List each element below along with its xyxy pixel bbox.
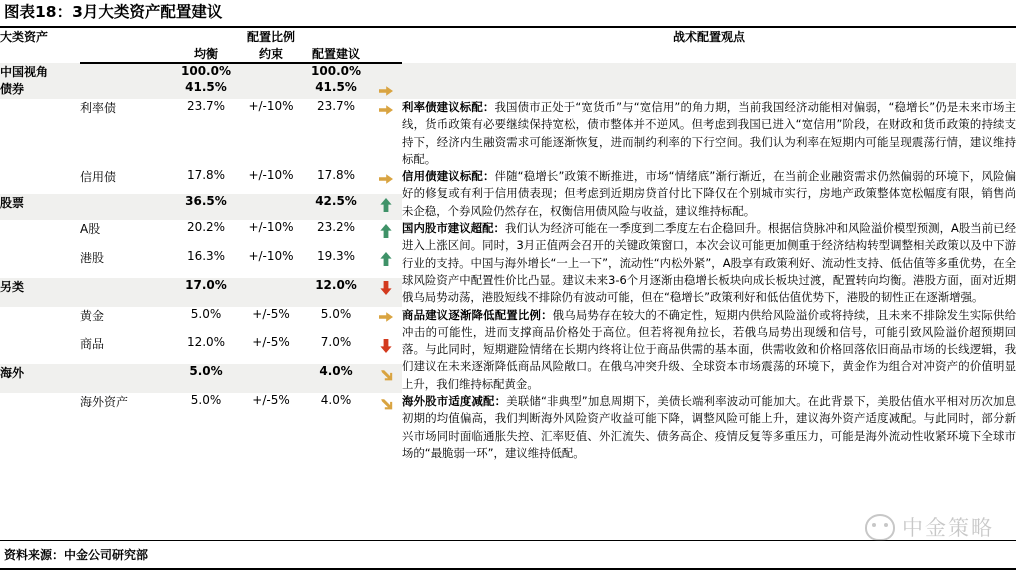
sub-asset-name: A股 — [80, 222, 101, 237]
header-spacer2 — [80, 45, 172, 63]
direction-arrow-cell — [370, 249, 402, 278]
recommended-value: 7.0% — [320, 335, 352, 350]
sub-asset-name: 港股 — [80, 250, 105, 265]
page-title: 图表18：3月大类资产配置建议 — [4, 3, 223, 21]
sub-asset-blank — [80, 63, 172, 80]
arrow-up-icon — [378, 223, 394, 239]
source-note: 资料来源：中金公司研究部 — [4, 548, 149, 562]
tactical-view-text: 利率债建议标配：我国债市正处于“宽货币”与“宽信用”的角力期，当前我国经济动能相对偏弱，“稳增长”仍是未来市场主线，货币政策有必要继续保持宽松，债市整体并不逆风。但考虑到我国已进入“宽信用”阶段，在财政和货币政策的持续支持下，经济内生融资需求可能逐渐恢复，进而制约利率的下行空间。我们认为利率在短期内可能呈现震荡行情，建议维持标配。 — [402, 100, 1016, 166]
recommended-value: 5.0% — [320, 306, 352, 321]
sub-asset-name: 黄金 — [80, 308, 105, 323]
recommended-value: 41.5% — [315, 80, 357, 94]
balanced-value: 17.8% — [186, 168, 226, 183]
constraint-value: +/-5% — [252, 393, 290, 408]
header-spacer3 — [370, 45, 402, 63]
figure-footer — [0, 540, 1016, 570]
direction-arrow-cell — [370, 168, 402, 194]
asset-class-name: 海外 — [0, 366, 25, 381]
header-tactical-view: 战术配置观点 — [673, 30, 746, 44]
constraint-value — [240, 194, 302, 220]
asset-class-blank — [0, 99, 80, 168]
arrow-right-icon — [378, 83, 394, 99]
arrow-down-right-icon — [378, 396, 394, 412]
direction-arrow-cell — [370, 99, 402, 168]
constraint-value: +/-10% — [248, 99, 294, 113]
sub-asset-name: 信用债 — [80, 170, 117, 185]
balanced-value: 16.3% — [186, 248, 226, 263]
asset-class-name: 股票 — [0, 196, 25, 211]
header-allocation-ratio: 配置比例 — [247, 30, 296, 44]
balanced-value: 5.0% — [189, 364, 223, 379]
recommended-value: 12.0% — [315, 277, 357, 292]
recommended-value: 19.3% — [316, 248, 356, 263]
recommended-value: 42.5% — [315, 194, 357, 209]
asset-class-blank — [0, 335, 80, 364]
arrow-right-icon — [378, 309, 394, 325]
arrow-down-right-icon — [378, 367, 394, 383]
arrow-right-icon — [378, 171, 394, 187]
asset-class-blank — [0, 307, 80, 336]
arrow-down-icon — [378, 338, 394, 354]
header-asset-class: 大类资产 — [0, 30, 49, 44]
constraint-value — [240, 364, 302, 393]
direction-arrow-cell — [370, 393, 402, 462]
tactical-view-text: 海外股市适度减配：美联储“非典型”加息周期下，美债长端利率波动可能加大。在此背景下，美股估值水平相对历次加息初期的均值偏高，我们判断海外风险资产收益可能下降，调整风险可能上升，建议海外资产适度减配。与此同时，部分新兴市场同时面临通胀失控、汇率贬值、外汇流失、债务高企、疫情反复等多重压力，可能是海外流动性收紧环境下全球市场的“最脆弱一环”，建议维持低配。 — [402, 394, 1016, 460]
table-row — [0, 220, 1016, 249]
tactical-view-empty — [402, 63, 1016, 80]
sub-asset-blank — [80, 278, 172, 307]
header-recommend: 配置建议 — [302, 45, 370, 63]
header-constraint: 约束 — [240, 45, 302, 63]
constraint-value: +/-5% — [252, 306, 290, 321]
watermark — [865, 512, 994, 542]
table-row — [0, 393, 1016, 462]
balanced-value: 23.7% — [186, 99, 226, 113]
header-spacer — [80, 28, 172, 45]
asset-class-name: 中国视角 — [0, 65, 49, 79]
balanced-value: 5.0% — [190, 393, 222, 408]
constraint-value: +/-5% — [252, 335, 290, 350]
recommended-value: 4.0% — [319, 364, 353, 379]
constraint-value: +/-10% — [248, 168, 294, 183]
table-row — [0, 99, 1016, 168]
watermark-label: 中金策略 — [902, 516, 994, 540]
table-row — [0, 168, 1016, 194]
table-header — [0, 28, 1016, 63]
recommended-value: 100.0% — [311, 64, 361, 78]
tactical-view-text: 信用债建议标配：伴随“稳增长”政策不断推进，市场“情绪底”渐行渐近，在当前企业融资需求仍然偏弱的环境下，风险偏好的修复或有利于信用债表现；但考虑到近期房贷首付比下降仅在个别城市实行，房地产政策整体宽松幅度有限，销售尚未企稳，个券风险仍然存在，权衡信用债风险与收益，建议维持标配。 — [402, 169, 1016, 218]
table-body — [0, 63, 1016, 462]
balanced-value: 41.5% — [185, 80, 227, 94]
balanced-value: 100.0% — [181, 64, 231, 78]
table-row — [0, 80, 1016, 99]
balanced-value: 36.5% — [185, 194, 227, 209]
sub-asset-blank — [80, 194, 172, 220]
asset-class-blank — [0, 220, 80, 249]
asset-class-blank — [0, 168, 80, 194]
asset-class-name: 另类 — [0, 279, 25, 294]
direction-arrow-cell — [370, 220, 402, 249]
constraint-value — [240, 63, 302, 80]
header-group-row — [0, 28, 1016, 45]
arrow-up-icon — [378, 197, 394, 213]
header-spacer-arrow — [370, 28, 402, 45]
balanced-value: 12.0% — [186, 335, 226, 350]
direction-arrow-cell — [370, 335, 402, 364]
table-row — [0, 307, 1016, 336]
tactical-view-text: 国内股市建议超配：我们认为经济可能在一季度到二季度左右企稳回升。根据信贷脉冲和风险溢价模型预测，A股当前已经进入上涨区间。同时，3月正值两会召开的关键政策窗口，本次会议可能更加侧重于经济结构转型调整相关政策以及中下游行业的支持。中国与海外增长“一上一下”，流动性“内松外紧”，A股享有政策利好、流动性支持、低估值等多重优势，在全球风险资产中配置性价比凸显。建议未来3-6个月逐渐由稳增长板块向成长板块过渡，配置转向均衡。港股方面，面对近期俄乌局势动荡，港股短线不排除仍有波动可能，但在“稳增长”政策利好和低估值优势下，港股的韧性正在逐渐增强。 — [402, 221, 1016, 305]
balanced-value: 5.0% — [190, 306, 222, 321]
arrow-right-icon — [378, 102, 394, 118]
asset-class-name: 债券 — [0, 82, 25, 96]
direction-arrow-cell — [370, 63, 402, 80]
sub-asset-name: 利率债 — [80, 101, 117, 115]
recommended-value: 23.2% — [316, 220, 356, 235]
asset-class-blank — [0, 249, 80, 278]
sub-asset-name: 海外资产 — [80, 395, 129, 410]
recommended-value: 23.7% — [316, 99, 356, 113]
direction-arrow-cell — [370, 194, 402, 220]
constraint-value: +/-10% — [248, 248, 294, 263]
balanced-value: 20.2% — [186, 220, 226, 235]
arrow-up-icon — [378, 251, 394, 267]
direction-arrow-cell — [370, 278, 402, 307]
asset-class-blank — [0, 393, 80, 462]
direction-arrow-cell — [370, 80, 402, 99]
sub-asset-blank — [80, 80, 172, 99]
sub-asset-name: 商品 — [80, 337, 105, 352]
balanced-value: 17.0% — [185, 277, 227, 292]
direction-arrow-cell — [370, 307, 402, 336]
direction-arrow-cell — [370, 364, 402, 393]
tactical-view-empty — [402, 80, 1016, 99]
recommended-value: 4.0% — [320, 393, 352, 408]
tactical-view-text: 商品建议逐渐降低配置比例：俄乌局势存在较大的不确定性，短期内供给风险溢价或将持续，且未来不排除发生实际供给冲击的可能性，进而支撑商品价格处于高位。但若将视角拉长，若俄乌局势出现缓和信号，可能引致风险溢价超预期回落。与此同时，短期避险情绪在长期内终将让位于商品供需的基本面，供需收敛和价格回落依旧商品市场的长线逻辑，我们建议在未来逐渐降低商品风险敞口。在俄乌冲突升级、全球资本市场震荡的环境下，黄金作为组合对冲资产的价值明显上升，我们维持标配黄金。 — [402, 307, 1016, 391]
arrow-down-icon — [378, 280, 394, 296]
constraint-value: +/-10% — [248, 220, 294, 235]
constraint-value — [240, 278, 302, 307]
recommended-value: 17.8% — [316, 168, 356, 183]
allocation-table — [0, 28, 1016, 462]
table-row — [0, 63, 1016, 80]
sub-asset-blank — [80, 364, 172, 393]
constraint-value — [240, 80, 302, 99]
header-balanced: 均衡 — [172, 45, 240, 63]
panda-face-icon — [865, 514, 895, 541]
